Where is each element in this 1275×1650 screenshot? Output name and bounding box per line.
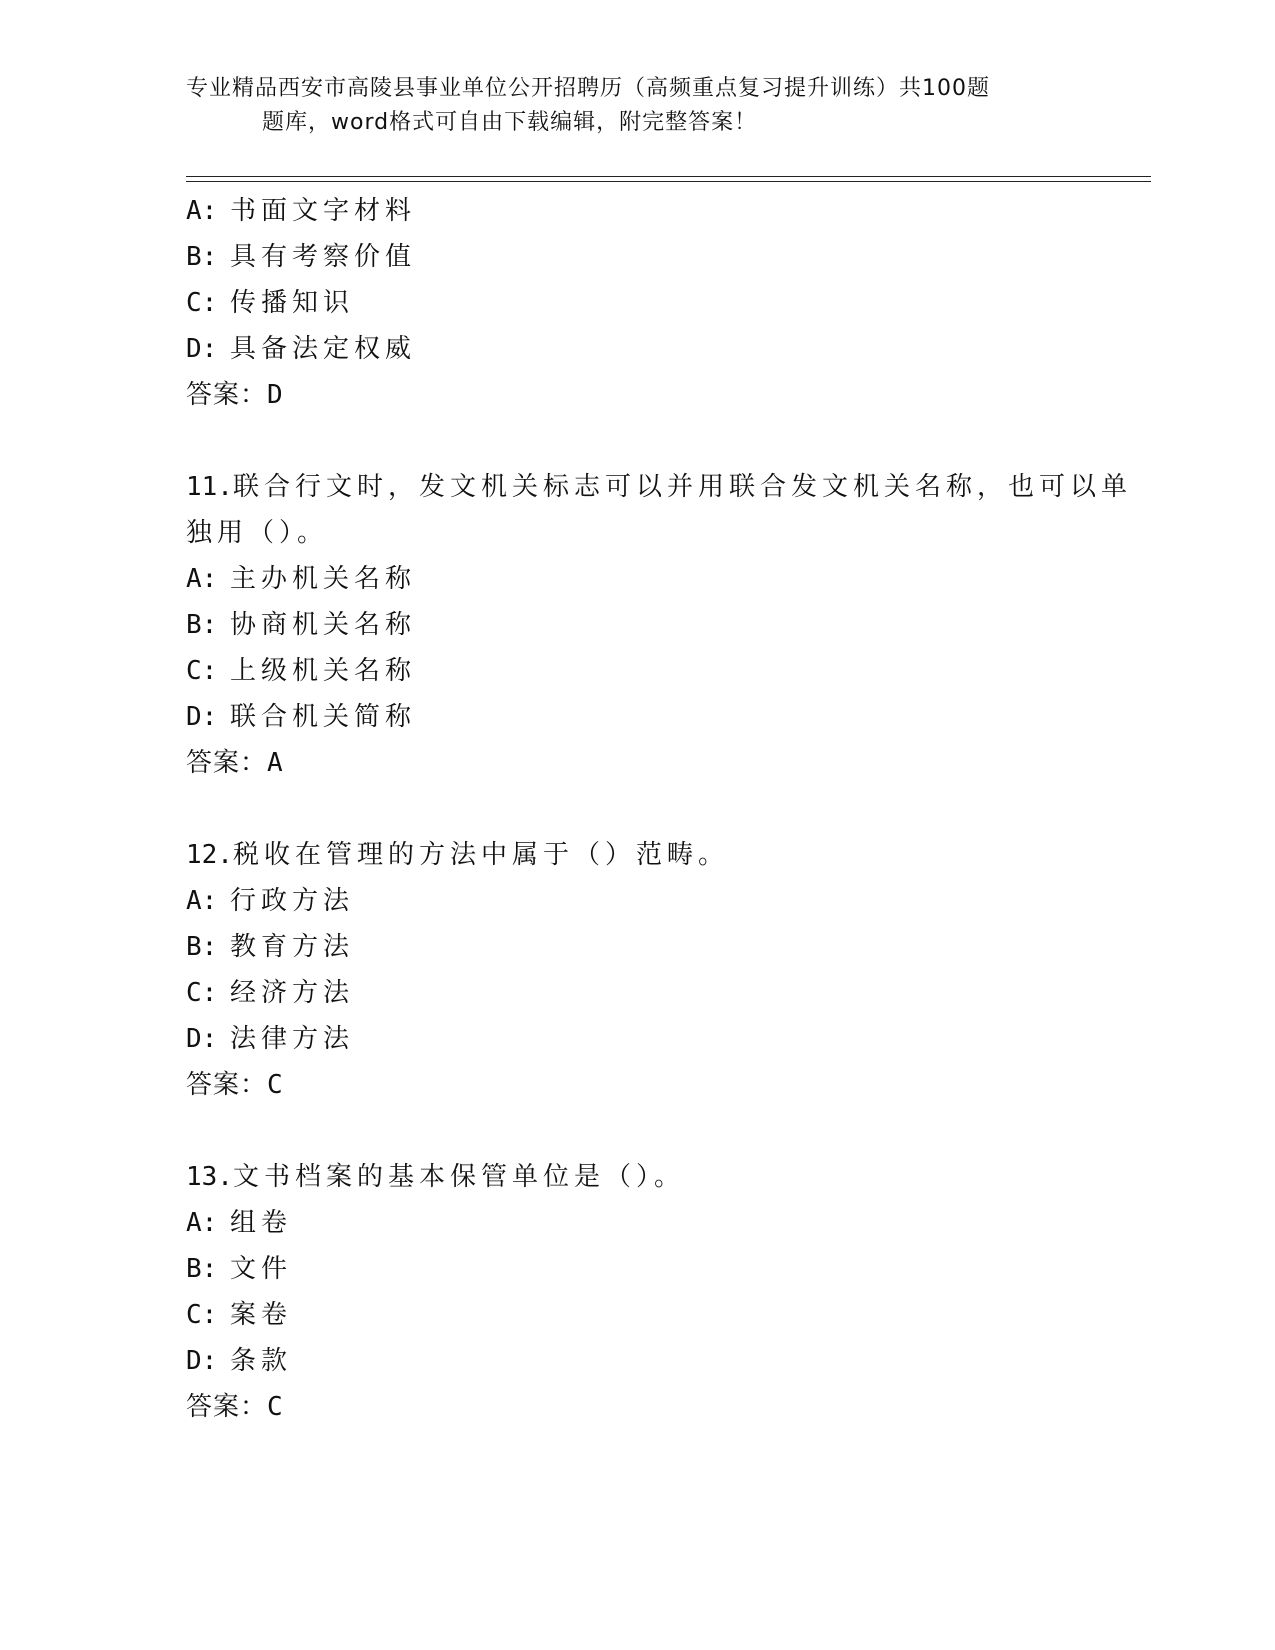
- option-c: C: 经济方法: [186, 978, 355, 1008]
- question-text-continued: 独用（）。: [186, 518, 329, 548]
- header-title-line1: 专业精品西安市高陵县事业单位公开招聘历（高频重点复习提升训练）共100题: [186, 76, 990, 101]
- spacer: [186, 1108, 1086, 1154]
- option-d: D: 联合机关简称: [186, 702, 417, 732]
- option-b: B: 协商机关名称: [186, 610, 417, 640]
- option-a: A: 书面文字材料: [186, 196, 417, 226]
- header-divider-top: [186, 176, 1151, 177]
- option-d: D: 条款: [186, 1346, 293, 1376]
- option-a: A: 组卷: [186, 1208, 293, 1238]
- question-block-prev: [186, 188, 1086, 418]
- document-header: [186, 72, 1086, 140]
- option-b: B: 教育方法: [186, 932, 355, 962]
- answer-line: 答案：A: [186, 748, 284, 778]
- question-text: 12.税收在管理的方法中属于（）范畴。: [186, 840, 729, 870]
- header-title-line2: 题库，word格式可自由下载编辑，附完整答案！: [262, 110, 758, 135]
- answer-line: 答案：C: [186, 1392, 284, 1422]
- question-block-13: [186, 1154, 1086, 1430]
- option-a: A: 行政方法: [186, 886, 355, 916]
- question-block-11: [186, 464, 1132, 786]
- question-text: 13.文书档案的基本保管单位是（）。: [186, 1162, 685, 1192]
- answer-line: 答案：C: [186, 1070, 284, 1100]
- header-divider-bottom: [186, 181, 1151, 182]
- option-c: C: 案卷: [186, 1300, 293, 1330]
- option-c: C: 传播知识: [186, 288, 355, 318]
- option-d: D: 法律方法: [186, 1024, 355, 1054]
- option-b: B: 具有考察价值: [186, 242, 417, 272]
- spacer: [186, 418, 1086, 464]
- answer-line: 答案：D: [186, 380, 284, 410]
- option-d: D: 具备法定权威: [186, 334, 417, 364]
- option-c: C: 上级机关名称: [186, 656, 417, 686]
- option-a: A: 主办机关名称: [186, 564, 417, 594]
- question-block-12: [186, 832, 1086, 1108]
- document-body: [186, 188, 1132, 1430]
- question-text: 11.联合行文时，发文机关标志可以并用联合发文机关名称，也可以单: [186, 472, 1132, 502]
- option-b: B: 文件: [186, 1254, 293, 1284]
- spacer: [186, 786, 1086, 832]
